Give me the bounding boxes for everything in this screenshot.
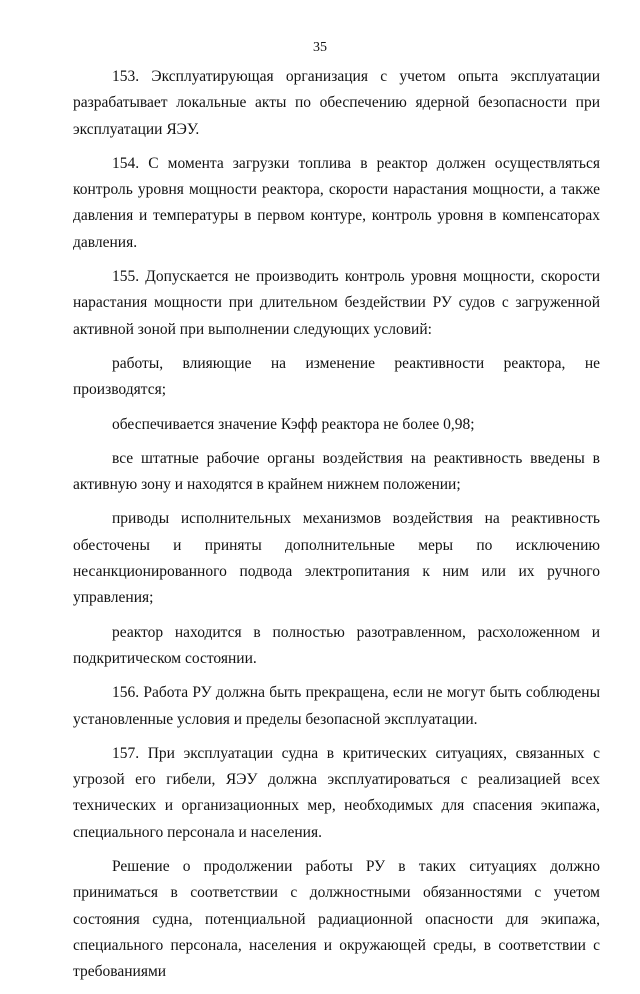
condition-item: обеспечивается значение Кэфф реактора не более 0,98; — [112, 415, 475, 433]
paragraph-155: 155. Допускается не производить контроль уровня мощности, скорости нарастания мощности при длительном бездействии РУ судов с загруженной активной зоной при выполнении следующих условий: — [73, 268, 600, 338]
paragraph-156: 156. Работа РУ должна быть прекращена, если не могут быть соблюдены установленные условия и пределы безопасной эксплуатации. — [73, 684, 600, 728]
condition-item: приводы исполнительных механизмов воздействия на реактивность обесточены и приняты дополнительные меры по исключению несанкционированного подвода электропитания к ним или их ручного управления; — [73, 510, 600, 607]
document-body — [73, 64, 600, 994]
condition-item: реактор находится в полностью разотравленном, расхоложенном и подкритическом состоянии. — [73, 623, 600, 667]
paragraph-153: 153. Эксплуатирующая организация с учетом опыта эксплуатации разрабатывает локальные акты по обеспечению ядерной безопасности при эксплуатации ЯЭУ. — [73, 68, 600, 138]
paragraph-157: 157. При эксплуатации судна в критических ситуациях, связанных с угрозой его гибели, ЯЭУ должна эксплуатироваться с реализацией всех технических и организационных мер, необходимых для спасения экипажа, специального персонала и населения. — [73, 744, 600, 841]
condition-item: все штатные рабочие органы воздействия на реактивность введены в активную зону и находятся в крайнем нижнем положении; — [73, 449, 600, 494]
page-number: 35 — [313, 40, 327, 55]
condition-item: работы, влияющие на изменение реактивности реактора, не производятся; — [73, 354, 600, 399]
paragraph-154: 154. С момента загрузки топлива в реактор должен осуществляться контроль уровня мощности реактора, скорости нарастания мощности, а также давления и температуры в первом контуре, контроль уровня в компенсаторах давления. — [73, 154, 600, 251]
paragraph-decision: Решение о продолжении работы РУ в таких ситуациях должно приниматься в соответствии с должностными обязанностями с учетом состояния судна, потенциальной радиационной опасности для экипажа, специального персонала, населения и окружающей среды, в соответствии с требованиями — [73, 858, 600, 981]
